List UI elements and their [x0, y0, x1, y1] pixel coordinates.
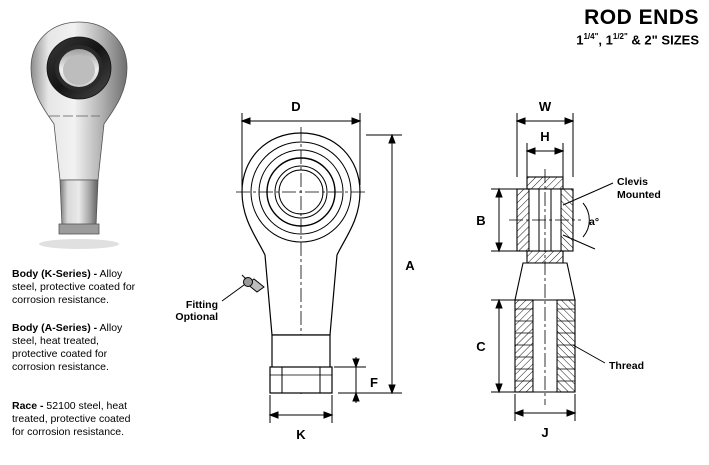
side-view-section-body	[509, 169, 581, 405]
dimension-label-B: B	[476, 213, 486, 228]
thread-leader	[573, 345, 605, 363]
dimension-label-J: J	[541, 425, 549, 440]
subtitle-size1-fraction: 1/4"	[583, 32, 599, 41]
page-subtitle	[576, 32, 699, 47]
subtitle-size2-whole: 1	[605, 32, 613, 48]
callout-fitting-line1: Fitting	[185, 299, 218, 311]
callout-clevis-line2: Mounted	[617, 189, 661, 201]
front-view-body	[236, 127, 366, 395]
rod-end-photo	[26, 20, 132, 260]
side-view-drawing	[455, 95, 705, 455]
dimension-label-F: F	[370, 375, 378, 390]
spec-text-1: Alloy steel, heat treated, protective coated for corrosion resistance.	[12, 322, 123, 373]
subtitle-size2-fraction: 1/2"	[612, 32, 628, 41]
spec-body-k-series	[12, 268, 144, 307]
front-view-drawing	[170, 95, 430, 455]
subtitle-size3: 2" SIZES	[644, 32, 699, 48]
spec-race	[12, 400, 144, 439]
callout-clevis-line1: Clevis	[617, 176, 648, 188]
dimension-C	[491, 300, 517, 392]
subtitle-sep2: &	[627, 32, 645, 48]
dimension-W	[517, 113, 573, 177]
grease-fitting	[242, 275, 264, 292]
dimension-label-C: C	[476, 339, 486, 354]
spec-body-a-series	[12, 322, 144, 374]
spec-text-2: 52100 steel, heat treated, protective coated for corrosion resistance.	[12, 400, 131, 438]
dimension-label-angle: a°	[589, 216, 600, 228]
dimension-label-K: K	[296, 427, 306, 442]
dimension-label-H: H	[540, 129, 550, 144]
spec-heading-2: Race -	[12, 400, 44, 412]
page-title: ROD ENDS	[584, 6, 699, 29]
clevis-leader	[595, 183, 613, 191]
callout-thread: Thread	[609, 360, 645, 372]
spec-text-0: Alloy steel, protective coated for corrosion resistance.	[12, 268, 136, 306]
fitting-leader	[222, 285, 244, 301]
dimension-label-D: D	[291, 99, 301, 114]
spec-heading-0: Body (K-Series) -	[12, 268, 98, 280]
subtitle-size1-whole: 1	[576, 32, 584, 48]
subtitle-sep1: ,	[598, 32, 606, 48]
dimension-F	[334, 357, 366, 403]
dimension-K	[270, 395, 332, 423]
spec-heading-1: Body (A-Series) -	[12, 322, 98, 334]
callout-fitting-line2: Optional	[175, 311, 218, 323]
dimension-J	[515, 394, 575, 421]
dimension-label-A: A	[405, 258, 415, 273]
dimension-label-W: W	[538, 99, 552, 114]
